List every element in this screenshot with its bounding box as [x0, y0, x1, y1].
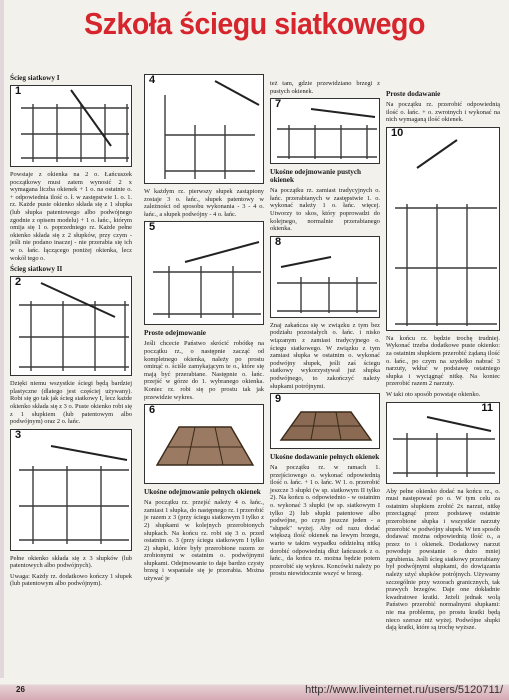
heading-scieg-siatkowy-1: Ścieg siatkowy I	[10, 74, 60, 82]
crochet-diagram	[11, 86, 132, 166]
figure-6	[144, 404, 264, 484]
figure-number: 1	[15, 85, 22, 97]
paragraph: Na końcu rz. będzie trochę trudniej. Wykonać trzeba dodatkowe puste okienko: za ostatnim słupkiem przerobić żądaną ilość o. łańc., po czym na szydełko nabrać 3 narzuty, wkłuć w podstawę ostatniego słupka i wyciągnąć nitkę. Na koniec przerobić razem 2 narzuty.	[386, 334, 500, 388]
figure-number: 6	[149, 404, 156, 417]
figure-4	[144, 74, 264, 184]
paragraph: Znaj zakańcza się w związku z tym bez podziału pozostałych o. łańc. i nisko wiązanym z zamiast tradycyjnego o. ściegu siatkowego. W związku z tym zamiast słupka w ostatnim o. wykonać podwójny słupek, jeśli zaś ściegu siatkowy wykorzystywał już słupka podwójnego, to zakończyć należy słupkami potrójnymi.	[270, 321, 380, 390]
crochet-diagram	[145, 75, 264, 183]
figure-number: 9	[275, 393, 282, 406]
figure-number: 4	[149, 74, 156, 86]
crochet-diagram	[387, 128, 500, 330]
paragraph: Jeśli chcecie Państwo skrócić robótkę na początku rz., o następnie zacząć od kompletnego okienka, należy po prostu ominąć o. ściśle zamykającym te o., które się mają być przerabiane. Następnie o. łańc. przejść w górze do 1. wybranego okienka. Koniec rz. robi się po prostu tak jak przewidzie wykres.	[144, 340, 264, 401]
paragraph: Na początku rz. przerobić odpowiednią ilość o. łańc. + o. zwrotnych i wykonać na nich wymaganą ilość okienek.	[386, 101, 500, 124]
paragraph: Na początku rz. przejść należy 4 o. łańc., zamiast 1 słupka, do następnego rz. i przerobić je razem z 3 (przy ściegu siatkowym I tylko z 2) słupkami w kolejnych przerobionych słupkach. Na końcu rz. robi się 3 o. przed ostatnim o. 3 (przy ściegu siatkowym I tylko 2) słupki, które były przerobione razem ze zrobionymi w ostatnim o. podwójnymi słupkami. Odejmowanie to daje bardzo czysty brzeg i wspaniale się je przerabia. Można używać je	[144, 499, 264, 583]
paragraph: Pełne okienko składa się z 3 słupków (lub patentowych albo podwójnych).	[10, 554, 132, 570]
crochet-diagram	[271, 394, 380, 448]
figure-number: 2	[15, 276, 22, 289]
figure-3	[10, 429, 132, 551]
page-number: 26	[16, 685, 25, 694]
heading-ukosne-odejmowanie-pelnych: Ukośne odejmowanie pełnych okienek	[144, 488, 261, 497]
figure-1	[10, 85, 132, 167]
crochet-diagram	[271, 99, 380, 163]
crochet-diagram	[11, 430, 132, 550]
paragraph: też tam, gdzie przewidziano brzegi z pustych okienek.	[270, 80, 380, 95]
crochet-diagram	[145, 222, 264, 324]
figure-5	[144, 221, 264, 325]
heading-proste-odejmowanie: Proste odejmowanie	[144, 329, 206, 338]
heading-ukosne-odejmowanie-pustych: Ukośne odejmowanie pustych okienek	[270, 168, 362, 185]
figure-11	[386, 402, 500, 484]
page-title: Szkoła ściegu siatkowego	[84, 6, 425, 41]
figure-number: 10	[391, 126, 404, 139]
paragraph: W każdym rz. pierwszy słupek zastąpiony zostaje 3 o. łańc., słupek patentowy w zależności od sposobu wykonania - 3 - 4 o. łańc., a słupek podwójny - 4 o. łańc.	[144, 188, 264, 218]
heading-ukosne-dodawanie-pelnych: Ukośne dodawanie pełnych okienek	[270, 453, 380, 462]
paragraph: Na początku rz. zamiast tradycyjnych o. łańc. przerabianych w zastępstwie 1. o. wykonać należy 1 o. łańc. więcej. Utworzy to skos, który poprowadzi do kolejnego, normalnie przerabianego okienka.	[270, 187, 380, 233]
figure-number: 7	[275, 98, 282, 111]
crochet-diagram	[145, 405, 264, 483]
heading-scieg-siatkowy-2: Ścieg siatkowy II	[10, 265, 63, 274]
figure-number: 11	[481, 401, 493, 414]
watermark-url: http://www.liveinternet.ru/users/5120711/	[305, 684, 503, 696]
crochet-diagram	[387, 403, 500, 483]
paragraph: W taki oto sposób powstaje okienko.	[386, 390, 481, 398]
figure-9	[270, 393, 380, 449]
page-edge-stripe	[0, 0, 4, 700]
paragraph: Na początku rz. w ramach 1. przejściowego o. wykonać odpowiednią ilość o. łańc. + 1 o. łańc. W 1. o. przerobić jeszcze 3 słupki (w sp. siatkowym II tylko 2). Na końcu o. odpowiednio - w ostatnim o. wykonać 3 słupki (w sp. siatkowym I tylko 2) lub słupki patentowe albo podwójne, po czym jeszcze jeden - a "słupek" wyżej. Aby od razu dodać większą ilość okienek na lewym brzegu, warto w takim wypadku oddzielną nitką dorobić odpowiednią dłuż łańcuszek z o. łańc., da końcu rz. można będzie potem przerobić się wykres. Koncówki należy po prostu niewidocznie wszyć w brzeg.	[270, 464, 380, 578]
column-4	[386, 88, 500, 635]
paragraph: Aby pełne okienko dodać na końcu rz., o. musi następować po o. W tym celu za ostatnim słupkiem zrobić 2x narzut, nitkę przeciągnąć przez podstawę ostatnie przerobione słupka i wszystkie narzuty przerobić w podwójny słupek. W ten sposób dodawać można odpowiednią ilość o., a przez to i okienek. Dodatkowy narzut powoduje powstanie o dużo mniej zgrubienia. Jeśli ścieg siatkowy przerabiany był podwójnymi słupkami, do dowiązania należy użyć słupków potrójnych. Używamy szczególnie przy wzorach granicznych, tak prawych brzegów. Daje one dokładnie kwadratowe kratki. Jeżeli jednak wolą Państwo przerobić normalnymi słupkami: nie ma problemu, po prostu kratki będą nieco szersze niż wyżej. Podwójne słupki dają kratki, które są trochę wyższe.	[386, 487, 500, 632]
figure-number: 5	[149, 221, 156, 234]
figure-10	[386, 127, 500, 331]
figure-number: 3	[15, 428, 22, 441]
column-1	[10, 72, 132, 591]
figure-7	[270, 98, 380, 164]
note-paragraph: Uwaga: Każdy rz. dodatkowo kończy 1 słupek (lub patentowym albo podwójnym).	[10, 572, 132, 588]
figure-2	[10, 276, 132, 376]
crochet-diagram	[11, 277, 132, 375]
column-3	[270, 80, 380, 581]
figure-number: 8	[275, 235, 282, 248]
column-2	[144, 72, 264, 586]
paragraph: Powstaje z okienka na 2 o. Łańcuszek początkowy musi zatem wynosić 2 x wymagana liczba okienek + 1 o. na ostatnie o. + odpowiednia ilość o. ł. w zastępstwie 1. o. 1. rz. Każde puste okienko składa się z 1 słupka (lub słupka patentowego albo podwójnego zgodnie z opisem modelu) + 1 o. łańc., którym omija się 1 o. poprzedniego rz. Każde pełne okienko składa się z 2 słupków, przy czym - jeśli nie podano inaczej - nie przerabia się ich w o. łańc. łączącego poniżej okienka, lecz wokół tego o.	[10, 171, 132, 262]
heading-proste-dodawanie: Proste dodawanie	[386, 90, 441, 98]
paragraph: Dzięki niemu wszystkie ściegi będą bardziej plastyczne (dlatego jest częściej używany). Robi się go tak jak ścieg siatkowy I, lecz każde okienko składa się z 3 o. Puste okienko robi się z 1 słupkiem (lub patentowym albo podwójnym) oraz 2 o. łańc.	[10, 380, 132, 426]
figure-8	[270, 236, 380, 318]
crochet-diagram	[271, 237, 380, 317]
